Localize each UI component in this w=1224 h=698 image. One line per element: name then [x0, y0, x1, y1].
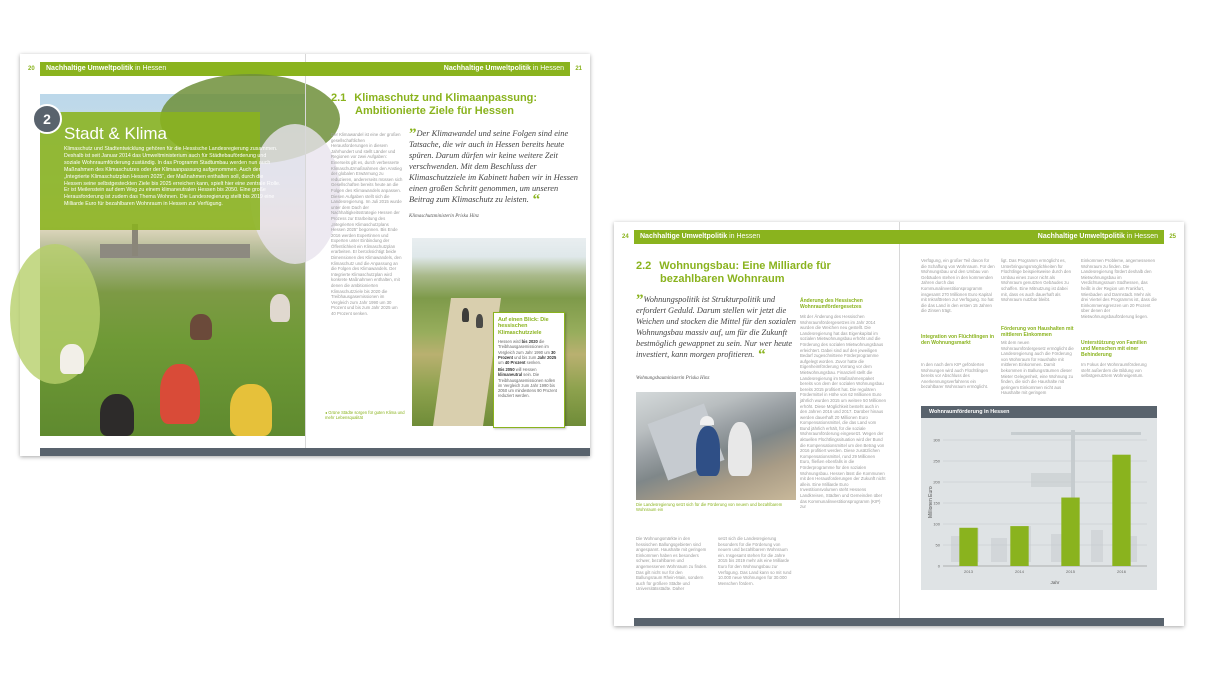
footer-bar	[634, 618, 899, 626]
skyline-silhouette	[951, 526, 1137, 562]
col1-text-top: Verfügung, ein großer Teil davon für die Schaffung von Wohnraum. Für den Wohnungsbau und den Umbau von Gebäuden stehen in den kommenden Jahren durch das Kommunalinvestitionsprogramm insgesamt 270 Millionen Euro Kapital mit Inkrafttreten zur Verfügung. So hat die das Land in den ersten 15 Jahren die Zinsen trägt.	[921, 258, 995, 314]
page-number: 24	[622, 234, 629, 240]
page-number: 25	[1169, 234, 1176, 240]
body-text-left-column: Die Wohnungsmärkte in den hessischen Ballungsgebieten sind angespannt. Haushalte mit geringem Einkommen haben es besonders schwer, bezahlbaren und angemessenen Wohnraum zu finden. Das gilt nicht nur für den Ballungsraum Rhein-Main, sondern auch für größere Städte und Universitätsstädte. Daher	[636, 536, 708, 592]
crane-load	[1031, 473, 1071, 487]
page-number: 21	[575, 66, 582, 72]
y-axis-label: Millionen Euro	[928, 486, 934, 518]
running-header	[305, 62, 570, 76]
footer-bar	[305, 448, 590, 456]
header-light: in Hessen	[135, 65, 167, 72]
footer-bar	[899, 618, 1164, 626]
chapter-number-badge: 2	[32, 104, 62, 134]
section-heading	[636, 260, 886, 286]
person-red-shirt	[160, 364, 200, 424]
body-text: Der Klimawandel ist eine der großen gesellschaftlichen Herausforderungen in diesem Jahrhundert und stellt Länder und Regionen vor zwei Aufgaben: Einerseits gilt es, durch verbesserte Klimaschutzmaßnahmen den Anstieg der globalen Erwärmung zu reduzieren, andererseits müssen sich Gesellschaften bereits heute an die Folgen des Klimawandels anpassen. Diesen Aufgaben stellt sich die Landesregierung. Im Juli 2015 wurde unter dem Dach der Nachhaltigkeitsstrategie Hessen der Prozess zur Erarbeitung des „Integrierten Klimaschutzplans Hessen 2025“ begonnen. Bis Ende 2016 werden Expertinnen und Experten unter Einbindung der Öffentlichkeit ein Klimaschutzplan erarbeiten. Er berücksichtigt beide Dimensionen des Klimawandels, den Klimaschutz und die Anpassung an die Folgen des Klimawandels. Der Integrierte Klimaschutzplan wird konkrete Maßnahmen enthalten, mit denen die ambitionierten Klimaschutzziele bis 2020 die Treibhausgasemissionen im Vergleich zum Jahr 1990 um 30 Prozent und bis zum Jahr 2025 um 40 Prozent senken.	[331, 132, 403, 316]
chapter-intro-text: Klimaschutz und Stadtentwicklung gehören für die Hessische Landesregierung zusammen. Deshalb ist seit Januar 2014 das Umweltministerium auch für Städtebauförderung und soziale Wohnraumförderung zuständig. In das Programm Stadtumbau werden nun auch Maßnahmen des Klimaschutzes oder der Klimaanpassung aufgenommen. Auch der „Integrierte Klimaschutzplan Hessen 2025“, der Maßnahmen enthalten soll, durch die Hessen seine selbstgesteckten Ziele bis 2025 erreichen kann, spielt hier eine zentrale Rolle. Er ist Meilenstein auf dem Weg zu einem klimaneutralen Hessen bis 2050. Eine große Herausforderung ist zudem das Thema Wohnen. Die Landesregierung stellt bis 2019 eine Milliarde Euro für bezahlbaren Wohnraum in Hessen zur Verfügung.	[64, 146, 281, 208]
y-tick-label: 150	[933, 500, 940, 506]
info-box-paragraph-1	[494, 338, 564, 366]
footer-bar-left	[40, 448, 305, 456]
caption-text: Grüne Städte sorgen für guten Klima und mehr Lebensqualität	[325, 410, 405, 421]
x-tick-label: 2015	[1066, 569, 1075, 574]
header-bold: Nachhaltige Umweltpolitik	[443, 65, 531, 72]
cyclist	[476, 314, 483, 328]
header-light: in Hessen	[532, 65, 564, 72]
quote-text: Der Klimawandel und seine Folgen sind eine Tatsache, die wir auch in Hessen bereits heute spüren. Darum dürfen wir keine weitere Zeit verschwenden. Mit dem Beschluss der Klimaschutzziele im Kabinett haben wir in Hessen einen großen Schritt genommen, um unseren Beitrag zum Klimaschutz zu leisten.	[409, 129, 578, 204]
bridge-silhouette	[100, 244, 250, 258]
text: und bis zum	[514, 354, 537, 360]
person-white	[60, 344, 84, 374]
running-header	[634, 230, 899, 244]
chapter-title: Stadt & Klima	[64, 124, 167, 143]
bar-2015	[1061, 498, 1079, 566]
body-text-right-column: Mit der Änderung des Hessischen Wohnraumfördergesetzes im Jahr 2014 wurden die Weichen neu gestellt. Die Landesregierung hat das Eigenkapital im sozialen Mietwohnungsbau erhöht und die Förderung des sozialen Mietwohnungsbaus erleichtert. Dabei sind auf den jeweiligen Bedarf zugeschnittene Förderprogramme aufgelegt worden. Zuvor hatte die Eigenheimförderung Vorrang vor dem Mietwohnungsbau. Finanziell stellt die Landesregierung im Maßnahmenpaket bereits von dem der sozialen Wohnungsbau bereits 2015 profitiert hat. Die regulären Fördermittel in Höhe von 62 Millionen Euro jährlich wurden 2015 um weitere 50 Millionen erhöht. Diese Möglichkeit besteht auch in den Jahren 2016 und 2017. Darüber hinaus werden dauerhaft 20 Millionen Euro Kompensationsmittel, die das Land vom Bund jährlich erhält, für die soziale Wohnraumförderung eingesetzt. Wegen der aktuellen Flüchtlingssituation wird der Bund die Kompensationsmittel um den Betrag von 2016 profitiert werden. Diese zusätzlichen Kompensationsmittel, rund 29 Millionen Euro, fließen ebenfalls in die Förderprogramme für den sozialen Wohnungsbau. Hessen lässt die Kommunen mit den Herausforderungen der Zukunft nicht allein. Eine Milliarde Euro Investitionsvolumen steht Hessens Landkreisen, Städten und Gemeinden über das Kommunalinvestitionsprogramm (KIP) zur	[800, 314, 886, 510]
col1-text-body: In den nach dem KIP geförderten Wohnungen wird auch Flüchtlingen bereits vor Abschluss des Anerkennungsverfahrens ein bezahlbarer Wohnraum ermöglicht.	[921, 362, 989, 390]
bar-2013	[959, 528, 977, 566]
header-bold: Nachhaltige Umweltpolitik	[640, 233, 728, 240]
text: um	[498, 360, 504, 366]
crane-jib	[1011, 432, 1141, 435]
text: 30 Prozent	[498, 349, 556, 360]
y-tick-label: 50	[935, 542, 940, 548]
col1-subheading: Integration von Flüchtlingen in den Wohnungsmarkt	[921, 334, 995, 346]
text: 40 Prozent	[504, 360, 526, 366]
person-yellow-shirt	[230, 384, 272, 436]
col2-subheading: Förderung von Haushalten mit mittleren Einkommen	[1001, 326, 1074, 338]
person-brown	[190, 314, 212, 340]
col2-text-top: ligt. Das Programm ermöglicht es, Unterbringungsmöglichkeiten für Flüchtlinge beispielsweise durch den Umbau eines zuvor nicht als Wohnraum genutzten Gebäudes zu schaffen. Eine Mitnutzung ist dabei mit, dass es auch dauerhaft als Wohnraum nutzbar bleibt.	[1001, 258, 1071, 303]
section-title-line1: Wohnungsbau: Eine Milliarde für	[659, 260, 831, 272]
header-light: in Hessen	[1126, 233, 1158, 240]
quote-close-icon: “	[528, 192, 541, 208]
text: Hessen wird	[498, 339, 521, 345]
pull-quote	[636, 292, 796, 363]
running-header	[899, 230, 1164, 244]
page-20	[20, 54, 305, 456]
text: klimaneutral	[498, 372, 523, 378]
photo-caption: ◂ Grüne Städte sorgen für guten Klima und mehr Lebensqualität	[325, 410, 405, 421]
y-tick-label: 250	[933, 458, 940, 464]
x-tick-label: 2013	[964, 569, 973, 574]
x-tick-label: 2014	[1015, 569, 1024, 574]
quote-open-icon: ”	[636, 292, 644, 308]
bar-2014	[1010, 526, 1028, 566]
y-tick-label: 0	[937, 563, 940, 569]
person-light	[270, 294, 290, 322]
col3-subheading: Unterstützung von Familien und Menschen mit einer Behinderung	[1081, 340, 1147, 358]
header-light: in Hessen	[729, 233, 761, 240]
pull-quote	[409, 126, 581, 208]
info-box-climate-goals	[493, 312, 565, 428]
col3-text-body: Im Fokus der Wohnraumförderung steht außerdem die Bildung von selbstgenutztem Wohneigentum.	[1081, 362, 1147, 379]
info-box-paragraph-2	[494, 366, 564, 399]
text: senken.	[526, 360, 542, 366]
section-number: 2.2	[636, 260, 652, 272]
text: die Treibhausgasemissionen im Vergleich zum Jahr 1990 um	[498, 339, 550, 355]
quote-source: Klimaschutzministerin Priska Hinz	[409, 214, 480, 219]
y-tick-label: 200	[933, 479, 940, 485]
col3-text-top: Einkommen Probleme, angemessenen Wohnraum zu finden. Die Landesregierung fördert deshalb den Mietwohnungsbau im Verdichtungsraum Südhessen, das heißt in der Region um Frankfurt, Wiesbaden und Darmstadt. Mehr als drei Viertel des Programms ist, dass die Einkommensgrenzen um 20 Prozent über denen der Mietwohnungsbauförderung liegen.	[1081, 258, 1157, 319]
building	[991, 538, 1007, 562]
y-tick-label: 100	[933, 521, 940, 527]
brochure-spread-housing	[614, 222, 1184, 626]
section-title-line1: Klimaschutz und Klimaanpassung:	[354, 92, 538, 104]
page-25	[899, 222, 1184, 626]
chart-heading-bar: Wohnraumförderung in Hessen	[921, 406, 1157, 418]
y-tick-label: 300	[933, 437, 940, 443]
header-bold: Nachhaltige Umweltpolitik	[46, 65, 134, 72]
quote-text: Wohnungspolitik ist Strukturpolitik und erfordert Geduld. Darum stellen wir jetzt die Weichen und stocken die Mittel für den sozialen Wohnungsbau massiv auf, um für die Zukunft bestmöglich gewappnet zu sein. Nur wer heute investiert, kann morgen profitieren.	[636, 295, 796, 359]
header-bold: Nachhaltige Umweltpolitik	[1037, 233, 1125, 240]
col2-text-body: Mit dem neuen Wohnraumfördergesetz ermöglicht die Landesregierung auch die Förderung von Wohnraum für Haushalte mit mittleren Einkommen. Damit bekommen in Ballungsräumen dieser Mieter Gelegenheit, eine Wohnung zu finden, die sich die Haushalte mit geringem Einkommen nicht aus Haushalte mit geringem	[1001, 340, 1074, 396]
photo-caption: Die Landesregierung setzt sich für die Förderung von neuem und bezahlbarem Wohnraum ein	[636, 502, 783, 513]
section-number: 2.1	[331, 92, 347, 104]
section-title-line2: Ambitionierte Ziele für Hessen	[355, 105, 514, 117]
person-dark	[100, 394, 134, 436]
page-21	[305, 54, 590, 456]
construction-workers-photo	[636, 392, 796, 500]
bar-chart	[921, 418, 1157, 590]
quote-close-icon: “	[754, 347, 766, 363]
page-24	[614, 222, 899, 626]
subheading: Änderung des Hessischen Wohnraumfördergesetzes	[800, 298, 863, 310]
quote-open-icon: ”	[409, 126, 417, 142]
x-axis-label: Jahr	[1050, 580, 1060, 585]
chart-panel	[921, 418, 1157, 590]
x-tick-label: 2016	[1117, 569, 1126, 574]
cyclist	[462, 308, 469, 322]
hard-hat	[700, 416, 714, 425]
info-box-title: Auf einen Blick: Die hessischen Klimaschutzziele	[498, 317, 549, 336]
brochure-spread-climate	[20, 54, 590, 456]
worker-blue-overall	[696, 426, 720, 476]
text: Jahr 2025	[537, 354, 557, 360]
body-text-middle-column: setzt sich die Landesregierung besonders für die Förderung von neuem und bezahlbarem Wohnraum ein. Insgesamt stehen für die Jahre 2015 bis 2019 mehr als eine Milliarde Euro für den Wohnungsbau zur Verfügung. Das Land kann so mit rund 10.000 neue Wohnungen für 30.000 Menschen fördern.	[718, 536, 792, 586]
bar-2016	[1112, 455, 1130, 566]
page-number: 20	[28, 66, 35, 72]
text: will Hessen	[515, 367, 537, 373]
left-tree	[10, 244, 100, 384]
quote-source: Wohnungsbauministerin Priska Hinz	[636, 376, 710, 381]
section-heading	[331, 92, 581, 118]
building	[1091, 530, 1103, 562]
text: Bis 2050	[498, 367, 515, 373]
text: bis 2020	[521, 339, 538, 345]
section-title-line2: bezahlbaren Wohnraum	[660, 273, 785, 285]
worker-white-shirt	[728, 422, 752, 476]
text: sein. Die Treibhausgasemissionen sollen im Vergleich zum Jahr 1990 bis 2050 um mindestens 90 Prozent reduziert werden.	[498, 372, 557, 399]
